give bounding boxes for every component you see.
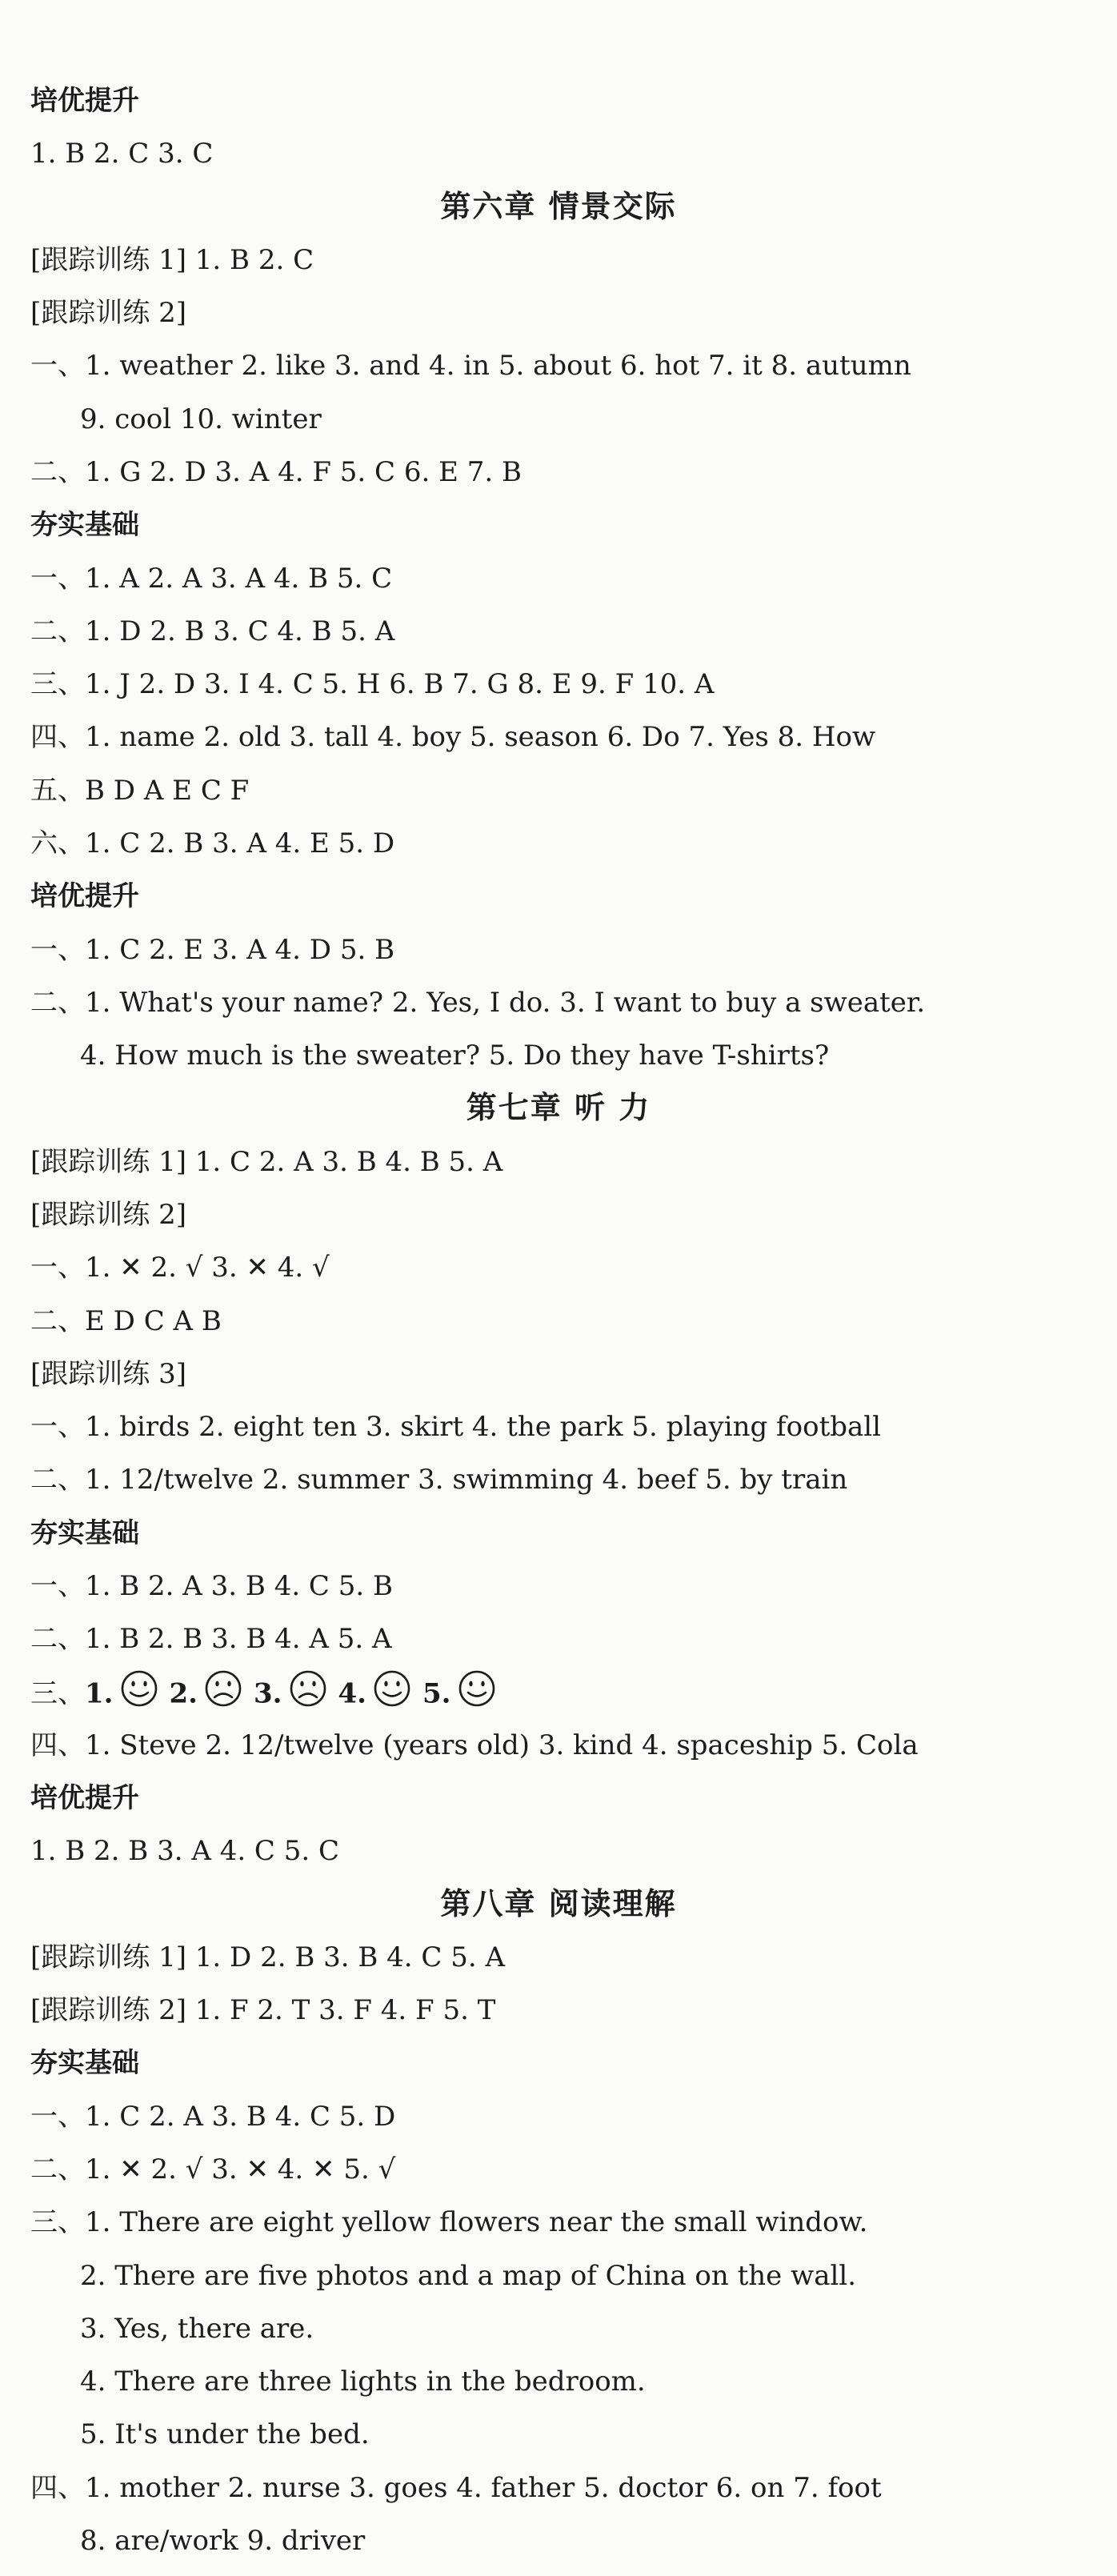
- answer-line: 2. There are five photos and a map of China on the wall.: [80, 2260, 857, 2292]
- section-heading: 培优提升: [30, 85, 139, 117]
- answer-line: 二、1. ✕ 2. √ 3. ✕ 4. ✕ 5. √: [30, 2153, 396, 2185]
- answer-line: [跟踪训练 1] 1. C 2. A 3. B 4. B 5. A: [30, 1146, 503, 1178]
- answer-line: 六、1. C 2. B 3. A 4. E 5. D: [30, 827, 395, 859]
- happy-face-icon: [458, 1669, 496, 1721]
- answer-line: [跟踪训练 1] 1. D 2. B 3. B 4. C 5. A: [30, 1941, 506, 1973]
- answer-line: 一、1. C 2. E 3. A 4. D 5. B: [30, 934, 395, 966]
- answer-line: 一、1. birds 2. eight ten 3. skirt 4. the park 5. playing football: [30, 1411, 882, 1443]
- section-heading: 夯实基础: [30, 1517, 139, 1549]
- answer-line: 二、1. G 2. D 3. A 4. F 5. C 6. E 7. B: [30, 456, 522, 488]
- answer-line: 三、1. There are eight yellow flowers near the small window.: [30, 2206, 868, 2238]
- answer-line: 5. It's under the bed.: [80, 2418, 370, 2450]
- answer-line: [跟踪训练 3]: [30, 1358, 186, 1390]
- answer-line: 一、1. weather 2. like 3. and 4. in 5. about 6. hot 7. it 8. autumn: [30, 350, 911, 382]
- answer-line: 二、E D C A B: [30, 1305, 222, 1337]
- answer-line: 一、1. A 2. A 3. A 4. B 5. C: [30, 563, 393, 595]
- answer-line: [跟踪训练 2]: [30, 297, 186, 329]
- answer-line: 4. There are three lights in the bedroom.: [80, 2366, 646, 2398]
- sad-face-icon: [289, 1669, 327, 1721]
- happy-face-icon: [120, 1669, 158, 1721]
- section-heading: 培优提升: [30, 1782, 139, 1814]
- answer-line: 1. B 2. B 3. A 4. C 5. C: [30, 1835, 340, 1867]
- answer-line: [跟踪训练 2] 1. F 2. T 3. F 4. F 5. T: [30, 1994, 496, 2026]
- answer-line: 3. Yes, there are.: [80, 2313, 314, 2345]
- answer-line: 二、1. D 2. B 3. C 4. B 5. A: [30, 615, 395, 647]
- answer-line: 一、1. ✕ 2. √ 3. ✕ 4. √: [30, 1252, 330, 1284]
- item-number: 4.: [338, 1677, 366, 1710]
- chapter-heading: 第六章 情景交际: [440, 189, 677, 224]
- answer-line: 三、1. J 2. D 3. I 4. C 5. H 6. B 7. G 8. E 9. F 10. A: [30, 668, 715, 700]
- item-number: 2.: [169, 1677, 198, 1710]
- answer-line: 二、1. B 2. B 3. B 4. A 5. A: [30, 1623, 392, 1655]
- answer-line: 4. How much is the sweater? 5. Do they have T-shirts?: [80, 1040, 830, 1072]
- answer-line: 一、1. B 2. A 3. B 4. C 5. B: [30, 1570, 393, 1602]
- item-number: 3.: [254, 1677, 282, 1710]
- item-number: 1.: [85, 1677, 114, 1710]
- question-prefix: 三、: [30, 1677, 85, 1710]
- section-heading: 夯实基础: [30, 2047, 139, 2079]
- happy-face-icon: [373, 1669, 411, 1721]
- answer-line: 四、1. name 2. old 3. tall 4. boy 5. season 6. Do 7. Yes 8. How: [30, 721, 876, 753]
- answer-line: 8. are/work 9. driver: [80, 2525, 366, 2557]
- answer-line: 五、B D A E C F: [30, 775, 250, 807]
- answer-line: 一、1. C 2. A 3. B 4. C 5. D: [30, 2101, 396, 2133]
- chapter-heading: 第八章 阅读理解: [440, 1886, 677, 1921]
- answer-line: 二、1. 12/twelve 2. summer 3. swimming 4. beef 5. by train: [30, 1464, 848, 1496]
- faces-answer-line: [30, 1669, 507, 1714]
- answer-line: [跟踪训练 2]: [30, 1199, 186, 1231]
- answer-line: 1. B 2. C 3. C: [30, 138, 214, 170]
- item-number: 5.: [422, 1677, 451, 1710]
- answer-line: [跟踪训练 1] 1. B 2. C: [30, 244, 314, 276]
- answer-line: 二、1. What's your name? 2. Yes, I do. 3. I want to buy a sweater.: [30, 987, 926, 1019]
- section-heading: 培优提升: [30, 880, 139, 912]
- sad-face-icon: [204, 1669, 242, 1721]
- answer-line: 四、1. mother 2. nurse 3. goes 4. father 5. doctor 6. on 7. foot: [30, 2472, 882, 2504]
- answer-line: 9. cool 10. winter: [80, 403, 322, 435]
- chapter-heading: 第七章 听 力: [466, 1090, 651, 1125]
- section-heading: 夯实基础: [30, 509, 139, 541]
- answer-line: 四、1. Steve 2. 12/twelve (years old) 3. kind 4. spaceship 5. Cola: [30, 1729, 919, 1761]
